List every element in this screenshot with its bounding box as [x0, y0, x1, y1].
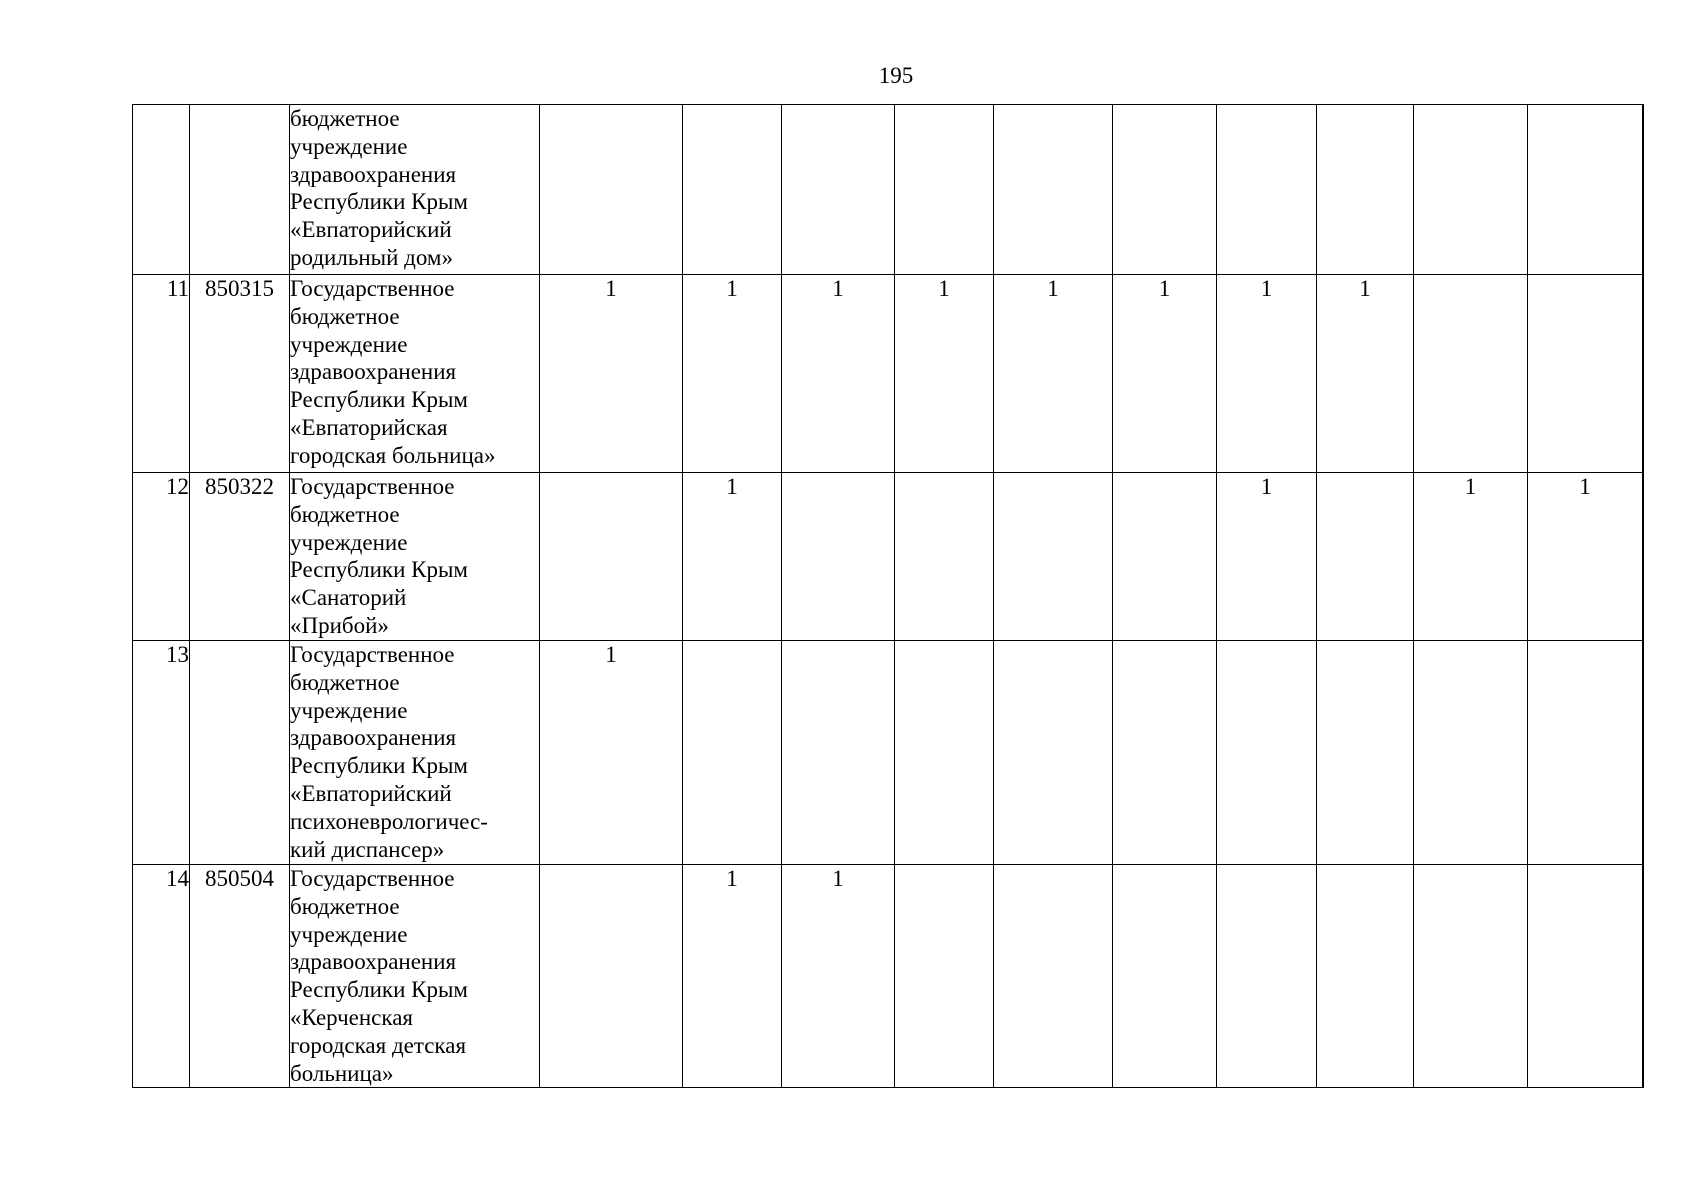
table-body — [133, 105, 1644, 1088]
institution-name-cell: Государственное бюджетное учреждение здравоохранения Республики Крым «Керченская городская детская больница» — [290, 865, 540, 1088]
table-row — [133, 105, 1644, 275]
value-cell — [1643, 865, 1644, 1088]
value-cell — [1217, 865, 1317, 1088]
page-number: 195 — [878, 63, 914, 88]
code-cell — [190, 641, 290, 865]
value-cell — [1113, 865, 1217, 1088]
value-cell: 1 — [1217, 473, 1317, 641]
value-cell — [994, 473, 1113, 641]
value-cell — [994, 105, 1113, 275]
value-cell: 1 — [1317, 275, 1414, 473]
value-cell — [1414, 641, 1528, 865]
table-row — [133, 641, 1644, 865]
value-cell — [1414, 275, 1528, 473]
value-cell — [1528, 105, 1643, 275]
value-cell — [1414, 105, 1528, 275]
value-cell — [1643, 105, 1644, 275]
value-cell: 1 — [1113, 275, 1217, 473]
value-cell — [540, 473, 683, 641]
value-cell: 1 — [1217, 275, 1317, 473]
value-cell — [1317, 641, 1414, 865]
value-cell — [1643, 641, 1644, 865]
value-cell — [895, 105, 994, 275]
value-cell — [895, 865, 994, 1088]
value-cell — [1528, 641, 1643, 865]
value-cell — [782, 105, 895, 275]
value-cell: 1 — [683, 473, 782, 641]
row-number-cell — [133, 105, 190, 275]
code-cell: 850504 — [190, 865, 290, 1088]
value-cell — [895, 473, 994, 641]
value-cell — [1414, 865, 1528, 1088]
value-cell: 1 — [782, 275, 895, 473]
value-cell — [540, 105, 683, 275]
table-row — [133, 865, 1644, 1088]
row-number-cell: 12 — [133, 473, 190, 641]
value-cell: 1 — [540, 641, 683, 865]
code-cell: 850322 — [190, 473, 290, 641]
value-cell — [994, 641, 1113, 865]
value-cell — [1643, 473, 1644, 641]
value-cell — [1113, 473, 1217, 641]
value-cell — [1217, 105, 1317, 275]
institution-name-cell: бюджетное учреждение здравоохранения Республики Крым «Евпаторийский родильный дом» — [290, 105, 540, 275]
value-cell: 1 — [540, 275, 683, 473]
value-cell — [540, 865, 683, 1088]
value-cell — [1217, 641, 1317, 865]
value-cell — [1317, 105, 1414, 275]
institution-name-cell: Государственное бюджетное учреждение здравоохранения Республики Крым «Евпаторийский психоневрологичес- кий диспансер» — [290, 641, 540, 865]
institution-name-cell: Государственное бюджетное учреждение здравоохранения Республики Крым «Евпаторийская городская больница» — [290, 275, 540, 473]
value-cell — [994, 865, 1113, 1088]
value-cell — [1113, 105, 1217, 275]
institution-name-cell: Государственное бюджетное учреждение Республики Крым «Санаторий «Прибой» — [290, 473, 540, 641]
value-cell — [1317, 473, 1414, 641]
value-cell: 1 — [994, 275, 1113, 473]
value-cell — [782, 641, 895, 865]
value-cell — [895, 641, 994, 865]
value-cell — [1317, 865, 1414, 1088]
value-cell — [1113, 641, 1217, 865]
code-cell — [190, 105, 290, 275]
value-cell: 1 — [1414, 473, 1528, 641]
value-cell — [683, 641, 782, 865]
table-row — [133, 275, 1644, 473]
value-cell: 1 — [782, 865, 895, 1088]
value-cell — [1528, 865, 1643, 1088]
value-cell — [782, 473, 895, 641]
value-cell: 1 — [683, 275, 782, 473]
value-cell — [683, 105, 782, 275]
row-number-cell: 14 — [133, 865, 190, 1088]
table-row — [133, 473, 1644, 641]
value-cell — [1528, 275, 1643, 473]
value-cell: 1 — [895, 275, 994, 473]
value-cell: 1 — [1528, 473, 1643, 641]
value-cell — [1643, 275, 1644, 473]
row-number-cell: 13 — [133, 641, 190, 865]
row-number-cell: 11 — [133, 275, 190, 473]
value-cell: 1 — [683, 865, 782, 1088]
code-cell: 850315 — [190, 275, 290, 473]
data-table — [132, 104, 1644, 1088]
